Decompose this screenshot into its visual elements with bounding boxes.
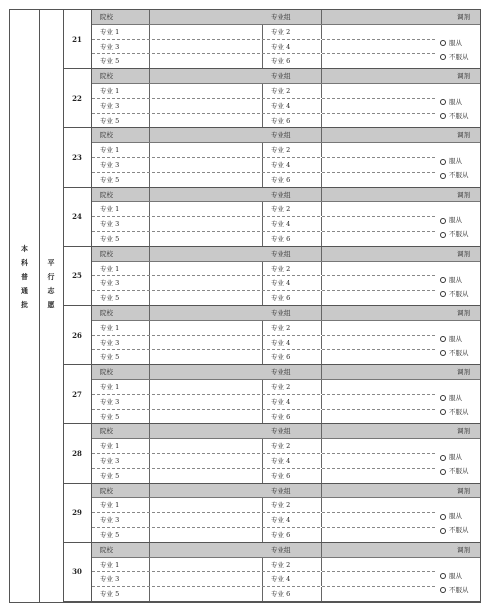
major-row: [92, 54, 480, 69]
major-label: 专业 2: [271, 382, 291, 391]
major-input[interactable]: [150, 217, 261, 231]
school-label: 院校: [100, 72, 113, 81]
type-column: [39, 10, 64, 602]
major-label: 专业 5: [100, 116, 120, 125]
volunteer-group: [63, 128, 480, 187]
major-row: [92, 158, 480, 173]
major-input[interactable]: [150, 158, 261, 172]
major-group-label: 专业组: [271, 545, 291, 554]
group-header: [92, 306, 480, 321]
major-label: 专业 6: [271, 175, 291, 184]
radio-circle-icon: [440, 113, 446, 119]
accept-option[interactable]: 服从: [440, 453, 462, 462]
major-group-label: 专业组: [271, 13, 291, 21]
school-label: 院校: [100, 190, 113, 199]
major-label: 专业 3: [100, 279, 120, 288]
major-input[interactable]: [150, 321, 261, 335]
major-label: 专业 2: [271, 146, 291, 155]
volunteer-group: [63, 247, 480, 306]
decline-option[interactable]: 不服从: [440, 349, 469, 358]
major-label: 专业 5: [100, 175, 120, 184]
major-input[interactable]: [150, 99, 261, 113]
volunteer-group: [63, 484, 480, 543]
major-label: 专业 2: [271, 205, 291, 214]
accept-option[interactable]: 服从: [440, 572, 462, 581]
decline-option[interactable]: 不服从: [440, 53, 469, 62]
major-label: 专业 4: [271, 42, 291, 51]
decline-option[interactable]: 不服从: [440, 467, 469, 476]
major-row: [92, 114, 480, 129]
volunteer-group: [63, 543, 480, 602]
major-label: 专业 5: [100, 471, 120, 480]
major-input[interactable]: [150, 395, 261, 409]
major-input[interactable]: [150, 84, 261, 98]
major-label: 专业 3: [100, 338, 120, 347]
radio-circle-icon: [440, 277, 446, 283]
major-row: [92, 454, 480, 469]
major-label: 专业 5: [100, 530, 120, 539]
school-label: 院校: [100, 368, 113, 377]
major-row: [92, 380, 480, 395]
volunteer-form: [9, 9, 481, 603]
accept-option[interactable]: 服从: [440, 394, 462, 403]
major-label: 专业 4: [271, 160, 291, 169]
major-label: 专业 5: [100, 234, 120, 243]
major-label: 专业 1: [100, 146, 120, 155]
major-row: [92, 528, 480, 543]
decline-option[interactable]: 不服从: [440, 171, 469, 180]
major-label: 专业 1: [100, 382, 120, 391]
radio-circle-icon: [440, 291, 446, 297]
major-input[interactable]: [150, 350, 261, 364]
major-label: 专业 2: [271, 264, 291, 273]
major-input[interactable]: [150, 558, 261, 572]
major-label: 专业 6: [271, 234, 291, 243]
major-label: 专业 1: [100, 323, 120, 332]
group-header: [92, 424, 480, 439]
major-label: 专业 4: [271, 101, 291, 110]
decline-option[interactable]: 不服从: [440, 586, 469, 595]
major-label: 专业 3: [100, 220, 120, 229]
major-row: [92, 291, 480, 306]
major-row: [92, 40, 480, 55]
major-input[interactable]: [150, 572, 261, 586]
major-label: 专业 5: [100, 294, 120, 303]
group-header: [92, 543, 480, 558]
major-row: [92, 173, 480, 188]
radio-circle-icon: [440, 514, 446, 520]
decline-option[interactable]: 不服从: [440, 112, 469, 121]
major-row: [92, 217, 480, 232]
adjust-options: [437, 25, 480, 69]
major-label: 专业 1: [100, 442, 120, 451]
major-label: 专业 6: [271, 294, 291, 303]
radio-circle-icon: [440, 159, 446, 165]
school-label: 院校: [100, 545, 113, 554]
decline-option[interactable]: 不服从: [440, 408, 469, 417]
major-label: 专业 1: [100, 86, 120, 95]
volunteer-group: [63, 365, 480, 424]
major-group-label: 专业组: [271, 190, 291, 199]
adjust-options: [437, 380, 480, 424]
group-number: 28: [63, 424, 92, 483]
major-input[interactable]: [150, 410, 261, 424]
adjust-label: 调剂: [457, 72, 470, 81]
accept-option[interactable]: 服从: [440, 335, 462, 344]
major-row: [92, 262, 480, 277]
radio-circle-icon: [440, 173, 446, 179]
group-header: [92, 128, 480, 143]
adjust-options: [437, 439, 480, 483]
radio-circle-icon: [440, 573, 446, 579]
major-label: 专业 2: [271, 323, 291, 332]
group-header: [92, 69, 480, 84]
group-number: 26: [63, 306, 92, 365]
volunteer-group: [63, 69, 480, 128]
major-label: 专业 3: [100, 101, 120, 110]
radio-circle-icon: [440, 218, 446, 224]
major-row: [92, 410, 480, 425]
accept-option[interactable]: 服从: [440, 276, 462, 285]
radio-circle-icon: [440, 54, 446, 60]
radio-circle-icon: [440, 336, 446, 342]
major-row: [92, 558, 480, 573]
major-label: 专业 4: [271, 575, 291, 584]
major-label: 专业 2: [271, 501, 291, 510]
adjust-label: 调剂: [457, 190, 470, 199]
adjust-label: 调剂: [457, 131, 470, 140]
major-row: [92, 395, 480, 410]
major-row: [92, 469, 480, 484]
major-label: 专业 5: [100, 590, 120, 599]
radio-circle-icon: [440, 350, 446, 356]
accept-option[interactable]: 服从: [440, 98, 462, 107]
major-row: [92, 84, 480, 99]
adjust-options: [437, 321, 480, 365]
major-group-label: 专业组: [271, 249, 291, 258]
major-input[interactable]: [150, 54, 261, 68]
major-input[interactable]: [150, 25, 261, 39]
group-header: [92, 247, 480, 262]
radio-circle-icon: [440, 99, 446, 105]
radio-circle-icon: [440, 232, 446, 238]
school-label: 院校: [100, 249, 113, 258]
group-number: 21: [63, 10, 92, 69]
adjust-options: [437, 202, 480, 246]
radio-circle-icon: [440, 455, 446, 461]
major-label: 专业 6: [271, 412, 291, 421]
school-label: 院校: [100, 13, 113, 21]
major-label: 专业 5: [100, 412, 120, 421]
school-label: 院校: [100, 131, 113, 140]
category-label: 本 科 普 通 批: [21, 244, 28, 309]
type-label: 平 行 志 愿: [47, 258, 55, 309]
major-label: 专业 2: [271, 27, 291, 36]
major-row: [92, 587, 480, 602]
major-row: [92, 498, 480, 513]
radio-circle-icon: [440, 528, 446, 534]
major-row: [92, 232, 480, 247]
major-label: 专业 4: [271, 397, 291, 406]
major-label: 专业 6: [271, 530, 291, 539]
major-input[interactable]: [150, 291, 261, 305]
decline-option[interactable]: 不服从: [440, 526, 469, 535]
major-label: 专业 2: [271, 442, 291, 451]
major-input[interactable]: [150, 498, 261, 512]
major-label: 专业 2: [271, 560, 291, 569]
major-label: 专业 6: [271, 57, 291, 66]
radio-circle-icon: [440, 409, 446, 415]
adjust-options: [437, 262, 480, 306]
group-header: [92, 10, 480, 25]
major-label: 专业 1: [100, 205, 120, 214]
major-input[interactable]: [150, 276, 261, 290]
volunteer-group: [63, 10, 480, 69]
major-label: 专业 3: [100, 575, 120, 584]
volunteer-group: [63, 424, 480, 483]
group-header: [92, 188, 480, 203]
major-label: 专业 1: [100, 501, 120, 510]
major-input[interactable]: [150, 513, 261, 527]
major-label: 专业 1: [100, 560, 120, 569]
major-label: 专业 4: [271, 279, 291, 288]
group-number: 30: [63, 543, 92, 602]
major-label: 专业 3: [100, 160, 120, 169]
major-label: 专业 4: [271, 338, 291, 347]
major-label: 专业 1: [100, 264, 120, 273]
volunteer-group: [63, 306, 480, 365]
major-label: 专业 6: [271, 353, 291, 362]
major-label: 专业 5: [100, 57, 120, 66]
major-label: 专业 4: [271, 456, 291, 465]
major-label: 专业 4: [271, 220, 291, 229]
group-number: 25: [63, 247, 92, 306]
major-group-label: 专业组: [271, 427, 291, 436]
major-row: [92, 99, 480, 114]
major-input[interactable]: [150, 469, 261, 483]
group-number: 23: [63, 128, 92, 187]
major-label: 专业 6: [271, 590, 291, 599]
school-label: 院校: [100, 427, 113, 436]
major-row: [92, 321, 480, 336]
major-label: 专业 3: [100, 456, 120, 465]
radio-circle-icon: [440, 40, 446, 46]
major-label: 专业 6: [271, 471, 291, 480]
radio-circle-icon: [440, 395, 446, 401]
radio-circle-icon: [440, 469, 446, 475]
major-group-label: 专业组: [271, 309, 291, 317]
adjust-label: 调剂: [457, 13, 470, 21]
volunteer-group: [63, 188, 480, 247]
adjust-label: 调剂: [457, 368, 470, 377]
group-header: [92, 484, 480, 499]
major-input[interactable]: [150, 40, 261, 54]
adjust-label: 调剂: [457, 486, 470, 495]
major-input[interactable]: [150, 380, 261, 394]
adjust-label: 调剂: [457, 309, 470, 317]
category-column: [10, 10, 40, 602]
school-label: 院校: [100, 309, 113, 317]
major-group-label: 专业组: [271, 131, 291, 140]
major-input[interactable]: [150, 232, 261, 246]
major-row: [92, 439, 480, 454]
accept-option[interactable]: 服从: [440, 512, 462, 521]
group-number: 24: [63, 188, 92, 247]
major-row: [92, 513, 480, 528]
major-row: [92, 143, 480, 158]
major-label: 专业 3: [100, 42, 120, 51]
decline-option[interactable]: 不服从: [440, 230, 469, 239]
major-input[interactable]: [150, 454, 261, 468]
major-input[interactable]: [150, 262, 261, 276]
major-input[interactable]: [150, 439, 261, 453]
accept-option[interactable]: 服从: [440, 157, 462, 166]
major-label: 专业 4: [271, 516, 291, 525]
major-row: [92, 276, 480, 291]
major-row: [92, 350, 480, 365]
major-row: [92, 572, 480, 587]
adjust-options: [437, 84, 480, 128]
adjust-label: 调剂: [457, 545, 470, 554]
major-input[interactable]: [150, 202, 261, 216]
accept-option[interactable]: 服从: [440, 39, 462, 48]
adjust-options: [437, 558, 480, 602]
group-number: 27: [63, 365, 92, 424]
major-row: [92, 202, 480, 217]
major-input[interactable]: [150, 528, 261, 542]
major-label: 专业 3: [100, 397, 120, 406]
major-label: 专业 5: [100, 353, 120, 362]
major-row: [92, 25, 480, 40]
group-number: 22: [63, 69, 92, 128]
adjust-label: 调剂: [457, 249, 470, 258]
major-label: 专业 2: [271, 86, 291, 95]
major-input[interactable]: [150, 587, 261, 601]
major-input[interactable]: [150, 173, 261, 187]
group-number: 29: [63, 484, 92, 543]
major-label: 专业 1: [100, 27, 120, 36]
radio-circle-icon: [440, 587, 446, 593]
major-input[interactable]: [150, 336, 261, 350]
major-group-label: 专业组: [271, 368, 291, 377]
accept-option[interactable]: 服从: [440, 216, 462, 225]
adjust-label: 调剂: [457, 427, 470, 436]
major-input[interactable]: [150, 114, 261, 128]
major-label: 专业 6: [271, 116, 291, 125]
major-input[interactable]: [150, 143, 261, 157]
school-label: 院校: [100, 486, 113, 495]
major-group-label: 专业组: [271, 486, 291, 495]
adjust-options: [437, 143, 480, 187]
major-label: 专业 3: [100, 516, 120, 525]
adjust-options: [437, 498, 480, 542]
major-group-label: 专业组: [271, 72, 291, 81]
major-row: [92, 336, 480, 351]
decline-option[interactable]: 不服从: [440, 290, 469, 299]
group-header: [92, 365, 480, 380]
